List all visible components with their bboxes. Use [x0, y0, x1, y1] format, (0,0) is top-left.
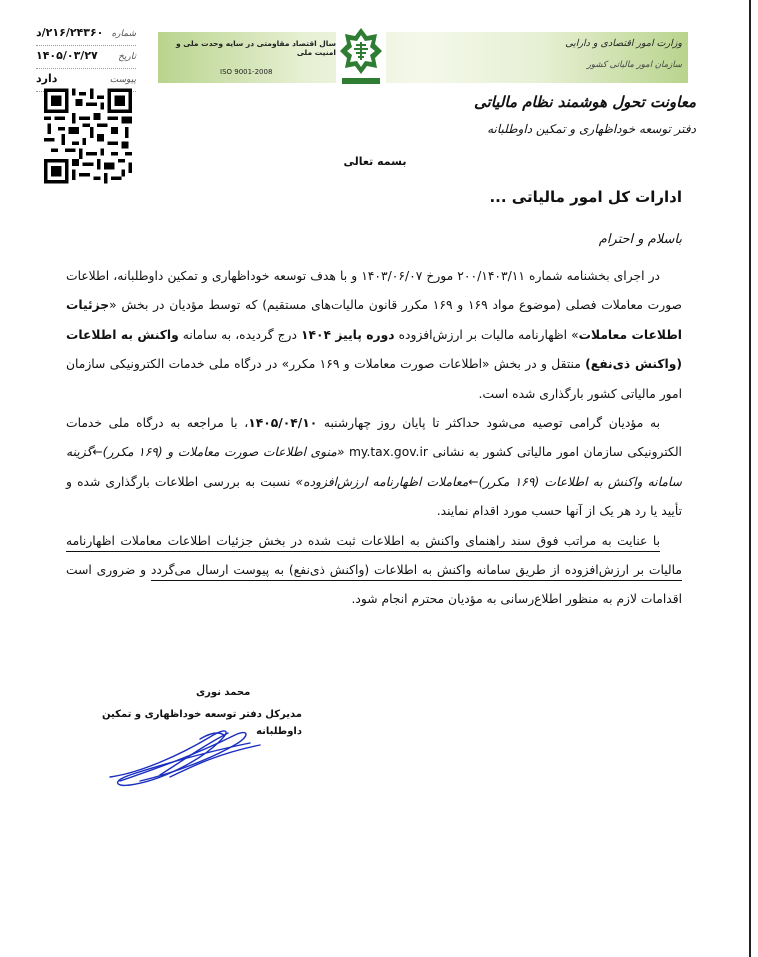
handwritten-signature — [100, 715, 280, 795]
letterhead-band — [158, 32, 688, 83]
p1-bold-section: جزئیات اطلاعات معاملات — [66, 298, 682, 342]
paragraph-2 — [66, 409, 682, 527]
signatory-name: محمد نوری — [196, 687, 251, 698]
p2-deadline: ۱۴۰۵/۰۴/۱۰ — [248, 416, 318, 431]
organization-name: سازمان امور مالیاتی کشور — [586, 60, 682, 70]
iso-label: ISO 9001-2008 — [220, 68, 273, 76]
meta-number-label: شماره — [111, 29, 136, 39]
letter-meta — [36, 26, 136, 95]
p2-text-a: به مؤدیان گرامی توصیه می‌شود حداکثر تا پایان روز چهارشنبه — [317, 416, 661, 431]
office-title: دفتر توسعه خوداظهاری و تمکین داوطلبانه — [487, 122, 696, 136]
basmala: بسمه تعالی — [343, 155, 407, 168]
year-slogan: سال اقتصاد مقاومتی در سایه وحدت ملی و امنیت ملی — [175, 39, 336, 57]
meta-attachment-label: پیوست — [109, 75, 136, 85]
meta-number: ۲۱۶/۲۴۳۶۰/د — [36, 26, 104, 39]
meta-date-label: تاریخ — [118, 52, 136, 62]
meta-number-row — [36, 26, 136, 46]
ministry-name: وزارت امور اقتصادی و دارایی — [565, 38, 682, 49]
p1-bold-period: دوره پاییز ۱۴۰۴ — [300, 327, 395, 342]
meta-date: ۱۴۰۵/۰۳/۲۷ — [36, 49, 98, 62]
deputy-title: معاونت تحول هوشمند نظام مالیاتی — [474, 93, 696, 111]
p2-menu-path: «منوی اطلاعات صورت معاملات و (۱۶۹ مکرر)←گزینه سامانه واکنش به اطلاعات (۱۶۹ مکرر)←معاملات اظهارنامه ارزش‌افزوده» — [66, 445, 682, 489]
paragraph-3 — [66, 527, 682, 615]
signatory-title: مدیرکل دفتر توسعه خوداظهاری و تمکین داوطلبانه — [102, 709, 302, 737]
page-border — [749, 0, 751, 957]
p2-text-e: نسبت به بررسی اطلاعات بارگذاری شده و تأیید یا رد هر یک از آنها حسب مورد اقدام نمایند. — [66, 474, 682, 519]
p1-bold-system: واکنش به اطلاعات (واکنش ذی‌نفع) — [66, 327, 682, 372]
p3-text-b: و ضروری است اقدامات لازم به منظور اطلاع‌رسانی به مؤدیان محترم انجام شود. — [66, 563, 682, 607]
recipient: ادارات کل امور مالیاتی ... — [489, 188, 682, 206]
p1-text-g: منتقل و در بخش «اطلاعات صورت معاملات و ۱۶۹ مکرر» در درگاه ملی خدمات الکترونیکی سازمان امور مالیاتی کشور بارگذاری شده است. — [66, 357, 682, 401]
qr-code-icon — [44, 88, 132, 184]
p1-text-e: درج گردیده، به سامانه — [178, 327, 301, 342]
p1-text-c: » اظهارنامه مالیات بر ارزش‌افزوده — [394, 327, 579, 342]
tax-organization-emblem-icon — [336, 24, 386, 88]
paragraph-1 — [66, 262, 682, 409]
p2-text-c: ، با مراجعه به درگاه ملی خدمات الکترونیکی سازمان امور مالیاتی کشور به نشانی my.tax.gov.ir — [66, 416, 682, 460]
letter-body — [66, 262, 682, 615]
meta-attachment: دارد — [36, 72, 58, 85]
greeting: باسلام و احترام — [598, 232, 682, 247]
p3-underlined-text: با عنایت به مراتب فوق سند راهنمای واکنش به اطلاعات ثبت شده در بخش جزئیات اطلاعات معاملات اظهارنامه مالیات بر ارزش‌افزوده از طریق سامانه واکنش به اطلاعات (واکنش ذی‌نفع) به پیوست ارسال می‌گردد — [66, 533, 682, 578]
meta-date-row — [36, 49, 136, 69]
p1-text-a: در اجرای بخشنامه شماره ۲۰۰/۱۴۰۳/۱۱ مورخ ۱۴۰۳/۰۶/۰۷ و با هدف توسعه خوداظهاری و تمکین داوطلبانه، اطلاعات صورت معاملات فصلی (موضوع مواد ۱۶۹ و ۱۶۹ مکرر قانون مالیات‌های مستقیم) که توسط مؤدیان در بخش « — [66, 269, 682, 313]
